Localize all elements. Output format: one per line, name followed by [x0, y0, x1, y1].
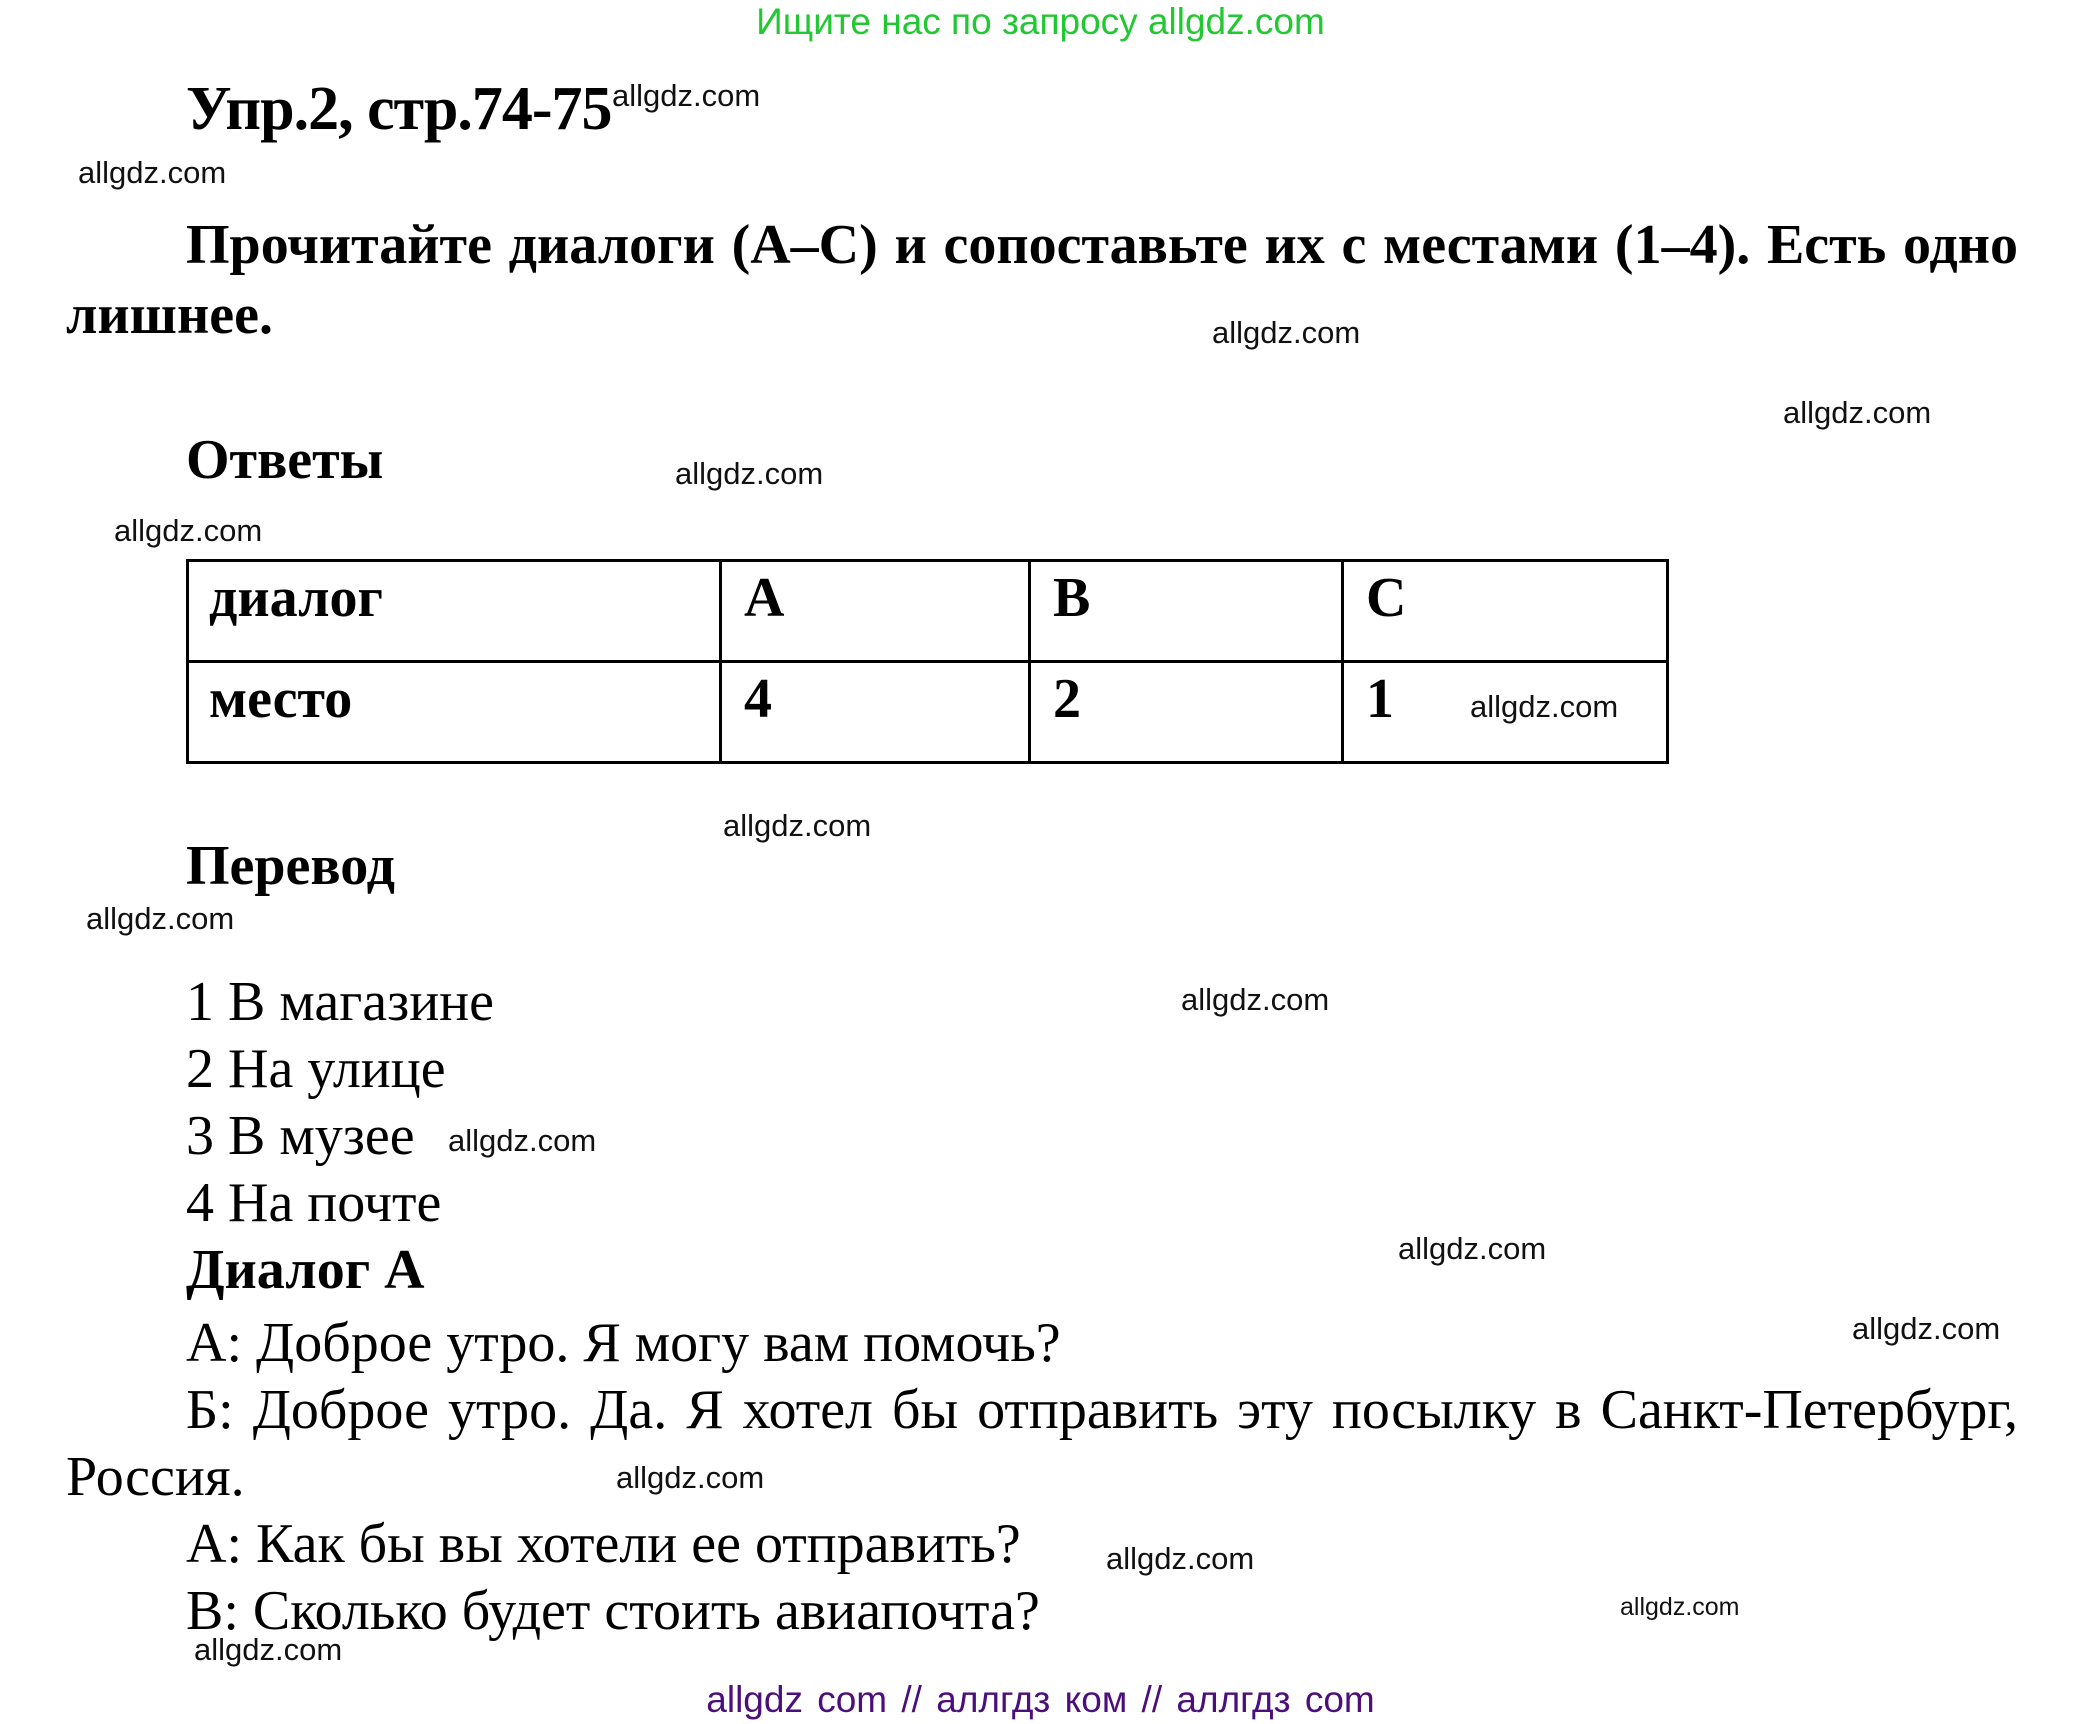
watermark-text: allgdz.com: [1181, 982, 1330, 1017]
list-item: 3 В музее: [186, 1105, 415, 1167]
watermark-text: allgdz.com: [78, 155, 227, 190]
dialog-line: A: Как бы вы хотели ее отправить?: [186, 1513, 1021, 1575]
answers-heading: Ответы: [186, 429, 384, 491]
footer-watermark: allgdz com // аллгдз ком // аллгдз com: [706, 1679, 1375, 1720]
watermark-text: allgdz.com: [616, 1460, 765, 1495]
watermark-text: allgdz.com: [194, 1632, 343, 1667]
watermark-text: allgdz.com: [1783, 395, 1932, 430]
answers-table: [186, 559, 1669, 764]
watermark-text: allgdz.com: [1620, 1593, 1740, 1621]
table-cell: A: [721, 561, 1030, 662]
watermark-text: allgdz.com: [1852, 1311, 2001, 1346]
table-cell: место: [188, 662, 721, 763]
table-cell: 2: [1030, 662, 1343, 763]
watermark-text: allgdz.com: [86, 901, 235, 936]
list-item: 4 На почте: [186, 1172, 442, 1234]
table-cell: 1: [1343, 662, 1668, 763]
watermark-text: allgdz.com: [448, 1123, 597, 1158]
watermark-text: allgdz.com: [1106, 1541, 1255, 1576]
table-cell: B: [1030, 561, 1343, 662]
watermark-text: allgdz.com: [114, 513, 263, 548]
watermark-text: allgdz.com: [1470, 689, 1619, 724]
dialog-line: A: Доброе утро. Я могу вам помочь?: [186, 1312, 1061, 1374]
watermark-text: allgdz.com: [1212, 315, 1361, 350]
watermark-text: allgdz.com: [675, 456, 824, 491]
list-item: 1 В магазине: [186, 971, 494, 1033]
table-cell: диалог: [188, 561, 721, 662]
table-row: [188, 662, 1668, 763]
table-cell: 4: [721, 662, 1030, 763]
exercise-title: Упр.2, стр.74-75: [186, 75, 612, 143]
watermark-text: allgdz.com: [1398, 1231, 1547, 1266]
exercise-instruction: Прочитайте диалоги (A–C) и сопоставьте их с местами (1–4). Есть одно лишнее.: [66, 214, 2018, 346]
watermark-text: allgdz.com: [723, 808, 872, 843]
site-banner: Ищите нас по запросу allgdz.com: [756, 1, 1325, 42]
list-item: 2 На улице: [186, 1038, 446, 1100]
table-cell: C: [1343, 561, 1668, 662]
dialog-line: Б: Доброе утро. Да. Я хотел бы отправить эту посылку в Санкт-Петербург, Россия.: [66, 1379, 2018, 1508]
watermark-text: allgdz.com: [612, 78, 761, 113]
dialog-title: Диалог A: [186, 1239, 425, 1301]
places-list: [186, 971, 494, 1242]
translation-heading: Перевод: [186, 835, 395, 897]
table-row: [188, 561, 1668, 662]
dialog-line: B: Сколько будет стоить авиапочта?: [186, 1580, 1040, 1642]
